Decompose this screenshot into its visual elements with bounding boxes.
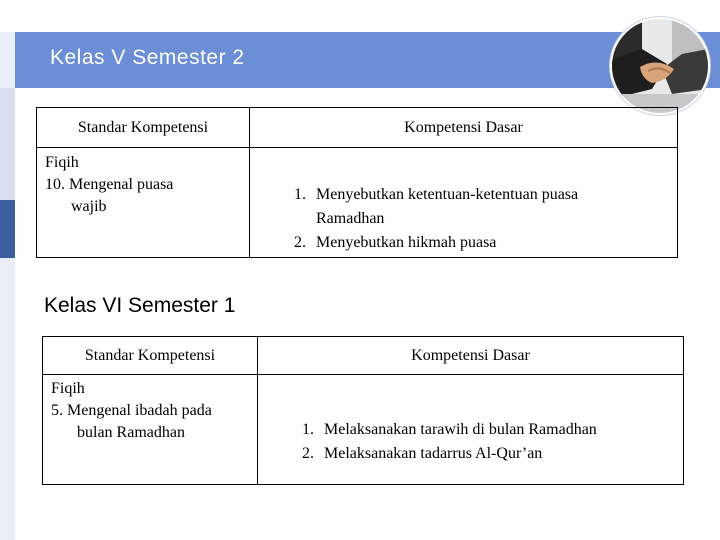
standard-cell xyxy=(37,148,250,258)
decor-stripe xyxy=(0,88,15,200)
subject-label: Fiqih xyxy=(45,154,79,171)
standard-cell xyxy=(43,375,258,485)
header-standar-kompetensi: Standar Kompetensi xyxy=(37,108,250,148)
list-item xyxy=(302,418,683,442)
item-text: Melaksanakan tarawih di bulan Ramadhan xyxy=(324,421,597,438)
item-number: 2. xyxy=(294,234,306,251)
item-text: Menyebutkan ketentuan-ketentuan puasa xyxy=(316,186,579,203)
handshake-photo-icon xyxy=(610,17,710,115)
standard-text: 5. Mengenal ibadah pada xyxy=(51,402,212,419)
standard-text: 10. Mengenal puasa xyxy=(45,176,174,193)
list-item xyxy=(294,231,677,255)
standard-text: bulan Ramadhan xyxy=(77,424,185,441)
competency-list xyxy=(302,418,683,466)
competency-table-kelas-v xyxy=(36,107,678,258)
basic-competency-cell xyxy=(250,148,678,258)
item-text: Menyebutkan hikmah puasa xyxy=(316,234,497,251)
header-standar-kompetensi: Standar Kompetensi xyxy=(43,337,258,375)
decor-stripe xyxy=(0,258,15,540)
standard-text: wajib xyxy=(71,198,107,215)
item-text: Melaksanakan tadarrus Al-Qur’an xyxy=(324,445,543,462)
decor-stripe xyxy=(0,200,15,258)
list-item xyxy=(294,183,677,231)
subject-label: Fiqih xyxy=(51,380,85,397)
slide-title: Kelas V Semester 2 xyxy=(50,46,245,69)
item-number: 2. xyxy=(302,445,314,462)
list-item xyxy=(302,442,683,466)
section-subtitle: Kelas VI Semester 1 xyxy=(44,294,236,317)
header-kompetensi-dasar: Kompetensi Dasar xyxy=(250,108,678,148)
item-number: 1. xyxy=(294,186,306,203)
basic-competency-cell xyxy=(258,375,684,485)
decor-stripe xyxy=(0,32,15,88)
competency-table-kelas-vi xyxy=(42,336,684,485)
competency-list xyxy=(294,183,677,255)
item-text: Ramadhan xyxy=(316,210,385,227)
header-kompetensi-dasar: Kompetensi Dasar xyxy=(258,337,684,375)
item-number: 1. xyxy=(302,421,314,438)
